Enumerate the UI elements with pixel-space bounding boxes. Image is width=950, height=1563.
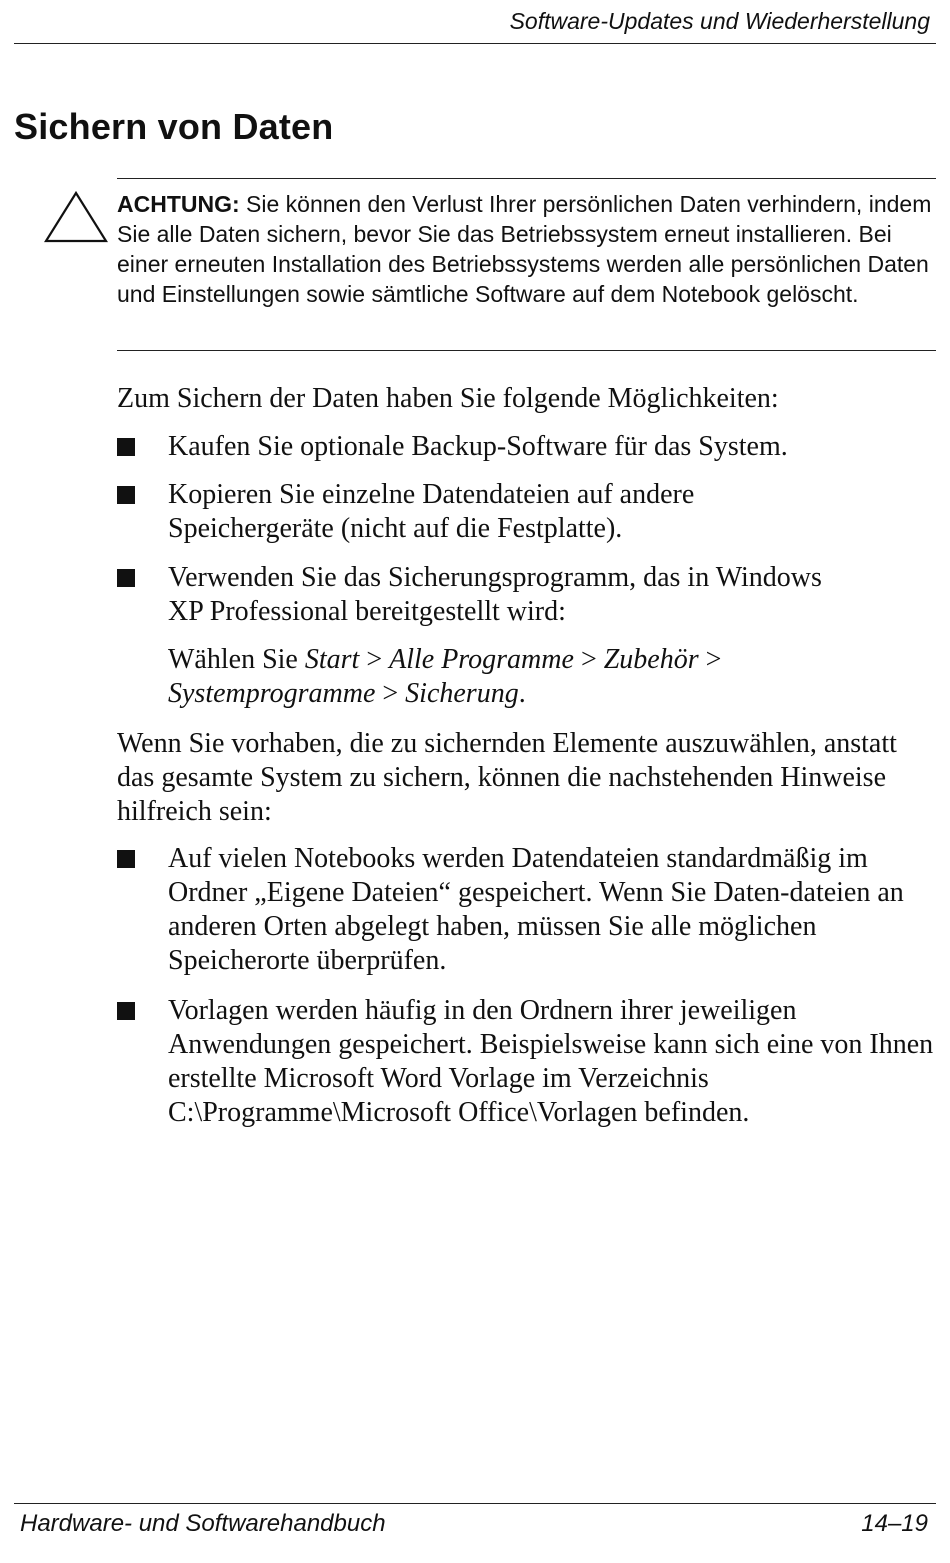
- hint-item-1: Auf vielen Notebooks werden Datendateien standardmäßig im Ordner „Eigene Dateien“ gespeichert. Wenn Sie Daten-dateien an anderen Orten abgelegt haben, müssen Sie alle möglichen Speicherorte überprüfen.: [168, 843, 904, 976]
- caution-body: Sie können den Verlust Ihrer persönlichen Daten verhindern, indem Sie alle Daten sichern, bevor Sie das Betriebssystem erneut installieren. Bei einer erneuten Installation des Betriebssystems werden alle persönlichen Daten und Einstellungen sowie sämtliche Software auf dem Notebook gelöscht.: [117, 191, 932, 307]
- selective-intro: Wenn Sie vorhaben, die zu sichernden Elemente auszuwählen, anstatt das gesamte System zu sichern, können die nachstehenden Hinweise hilfreich sein:: [117, 728, 897, 827]
- bullet-marker: [117, 486, 135, 504]
- path-suffix: .: [518, 678, 526, 709]
- footer-page-number: 14–19: [861, 1510, 928, 1537]
- bullet-marker: [117, 1002, 135, 1020]
- running-footer: [14, 1503, 936, 1544]
- path-step: Systemprogramme: [168, 678, 376, 709]
- option-item-1: Kaufen Sie optionale Backup-Software für das System.: [168, 431, 788, 462]
- caution-box: [117, 178, 936, 351]
- hint-item-2: Vorlagen werden häufig in den Ordnern ihrer jeweiligen Anwendungen gespeichert. Beispielsweise kann sich eine von Ihnen erstellte Microsoft Word Vorlage im Verzeichnis C:\Programme\Microsoft Office\Vorlagen befinden.: [168, 995, 934, 1128]
- running-header-title: Software-Updates und Wiederherstellung: [509, 8, 930, 34]
- page-title: Sichern von Daten: [14, 106, 334, 147]
- path-separator: >: [375, 678, 406, 709]
- bullet-marker: [117, 569, 135, 587]
- caution-triangle-icon: [44, 190, 108, 244]
- caution-text: [117, 189, 932, 309]
- option-item-2: Kopieren Sie einzelne Datendateien auf andere Speichergeräte (nicht auf die Festplatte).: [168, 479, 695, 544]
- path-instruction: [168, 643, 828, 711]
- option-item-3: Verwenden Sie das Sicherungsprogramm, das in Windows XP Professional bereitgestellt wird:: [168, 562, 822, 627]
- caution-label: ACHTUNG:: [117, 191, 240, 217]
- path-separator: >: [573, 644, 604, 675]
- path-prefix: Wählen Sie: [168, 644, 305, 675]
- bullet-marker: [117, 850, 135, 868]
- bullet-marker: [117, 438, 135, 456]
- footer-book-title: Hardware- und Softwarehandbuch: [20, 1510, 386, 1537]
- path-step: Alle Programme: [389, 644, 574, 675]
- path-step: Sicherung: [405, 678, 519, 709]
- path-separator: >: [698, 644, 722, 675]
- running-header: [14, 0, 936, 44]
- path-step: Start: [304, 644, 360, 675]
- path-step: Zubehör: [603, 644, 699, 675]
- path-separator: >: [359, 644, 390, 675]
- options-intro: Zum Sichern der Daten haben Sie folgende Möglichkeiten:: [117, 383, 779, 414]
